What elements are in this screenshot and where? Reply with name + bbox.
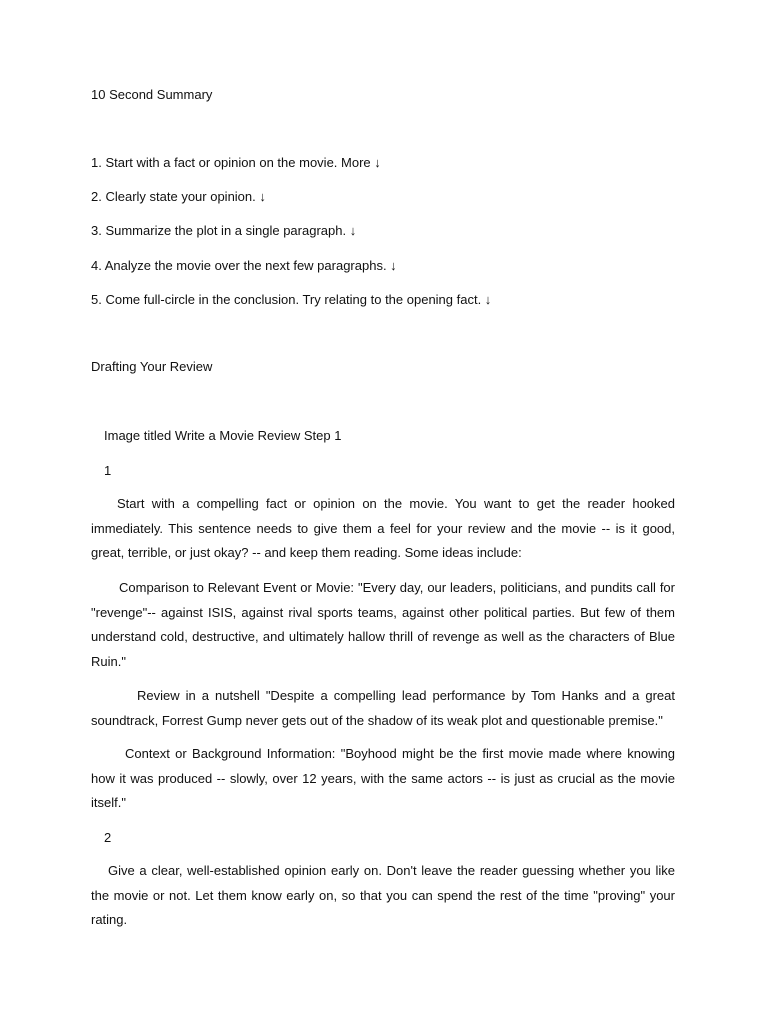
summary-step-1: 1. Start with a fact or opinion on the movie. More ↓ [91, 155, 381, 170]
step-number-2: 2 [104, 830, 112, 845]
image-caption: Image titled Write a Movie Review Step 1 [104, 428, 342, 443]
drafting-heading: Drafting Your Review [91, 359, 213, 374]
step-number-1: 1 [104, 463, 112, 478]
summary-step-3: 3. Summarize the plot in a single paragraph. ↓ [91, 223, 357, 238]
summary-step-2: 2. Clearly state your opinion. ↓ [91, 189, 266, 204]
idea-comparison-paragraph: Comparison to Relevant Event or Movie: "Every day, our leaders, politicians, and pundits call for "revenge"-- against ISIS, against rival sports teams, against other political parties. But few of them understand cold, destructive, and ultimately hallow thrill of revenge as well as the characters of Blue Ruin." [91, 580, 675, 669]
summary-step-4: 4. Analyze the movie over the next few paragraphs. ↓ [91, 258, 397, 273]
idea-nutshell-paragraph: Review in a nutshell "Despite a compelling lead performance by Tom Hanks and a great soundtrack, Forrest Gump never gets out of the shadow of its weak plot and questionable premise." [91, 688, 675, 728]
summary-step-5: 5. Come full-circle in the conclusion. Try relating to the opening fact. ↓ [91, 292, 492, 307]
step-1-paragraph: Start with a compelling fact or opinion on the movie. You want to get the reader hooked immediately. This sentence needs to give them a feel for your review and the movie -- is it good, great, terrible, or just okay? -- and keep them reading. Some ideas include: [91, 496, 675, 560]
step-2-paragraph: Give a clear, well-established opinion early on. Don't leave the reader guessing whether you like the movie or not. Let them know early on, so that you can spend the rest of the time "proving" your rating. [91, 863, 675, 927]
summary-heading: 10 Second Summary [91, 87, 213, 102]
idea-context-paragraph: Context or Background Information: "Boyhood might be the first movie made where knowing how it was produced -- slowly, over 12 years, with the same actors -- is just as crucial as the movie itself." [91, 746, 675, 810]
